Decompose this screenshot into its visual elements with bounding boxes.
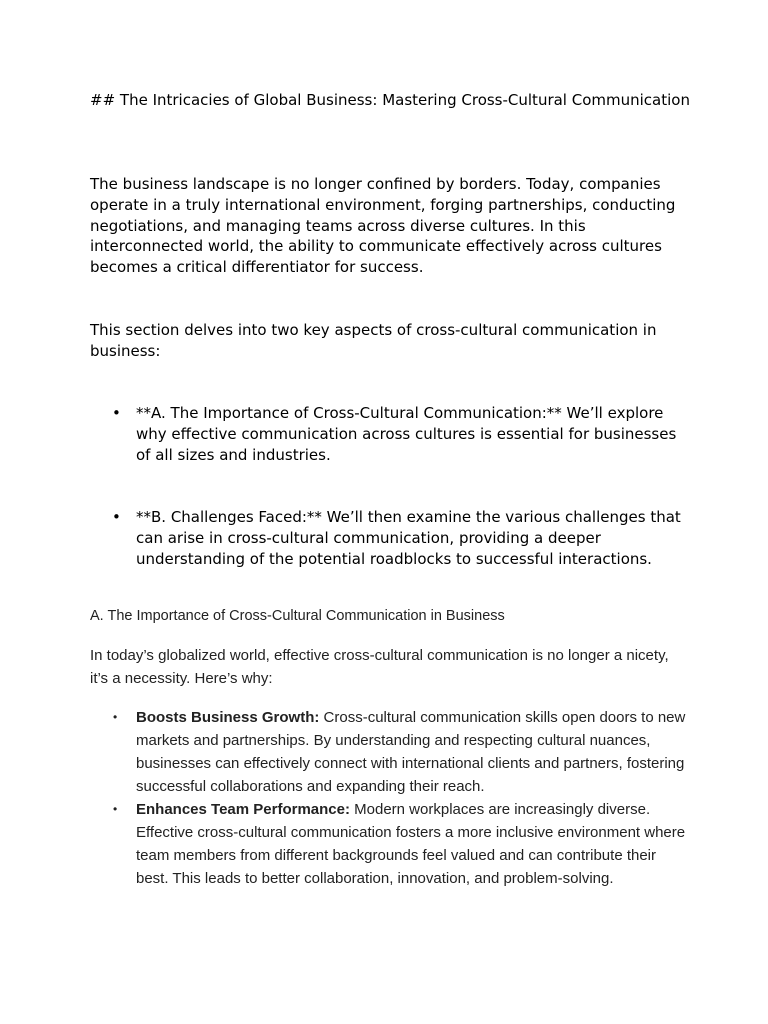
list-item-text: **B. Challenges Faced:** We’ll then examine the various challenges that can arise in cross-cultural communication, providing a deeper understanding of the potential roadblocks to successful interactions. (136, 508, 681, 568)
outline-list (90, 403, 690, 465)
outline-list (90, 507, 690, 569)
section-a-intro: In today’s globalized world, effective cross-cultural communication is no longer a nicety, it’s a necessity. Here’s why: (90, 647, 669, 687)
document-title: ## The Intricacies of Global Business: Mastering Cross-Cultural Communication (90, 91, 690, 109)
bullet-icon: • (113, 710, 118, 724)
list-item (90, 798, 690, 890)
intro-paragraph: The business landscape is no longer confined by borders. Today, companies operate in a truly international environment, forging partnerships, conducting negotiations, and managing teams across diverse cultures. In this interconnected world, the ability to communicate effectively across cultures becomes a critical differentiator for success. (90, 175, 676, 277)
bullet-icon: • (113, 802, 118, 816)
bullet-icon: • (112, 508, 121, 526)
bullet-icon: • (112, 404, 121, 422)
section-a-heading: A. The Importance of Cross-Cultural Communication in Business (90, 608, 505, 624)
list-item (90, 706, 690, 798)
reason-body: Modern workplaces are increasingly diverse. Effective cross-cultural communication fosters a more inclusive environment where team members from different backgrounds feel valued and can contribute their best. This leads to better collaboration, innovation, and problem-solving. (136, 801, 686, 887)
list-item (90, 403, 690, 465)
list-item-text: **A. The Importance of Cross-Cultural Communication:** We’ll explore why effective communication across cultures is essential for businesses of all sizes and industries. (136, 404, 677, 464)
reason-body: Cross-cultural communication skills open doors to new markets and partnerships. By understanding and respecting cultural nuances, businesses can effectively connect with international clients and partners, fostering successful collaborations and expanding their reach. (136, 709, 686, 795)
reason-title: Enhances Team Performance: (136, 801, 350, 818)
section-intro-paragraph: This section delves into two key aspects of cross-cultural communication in business: (90, 321, 657, 360)
list-item (90, 507, 690, 569)
reason-title: Boosts Business Growth: (136, 709, 320, 726)
reasons-list (90, 706, 690, 890)
